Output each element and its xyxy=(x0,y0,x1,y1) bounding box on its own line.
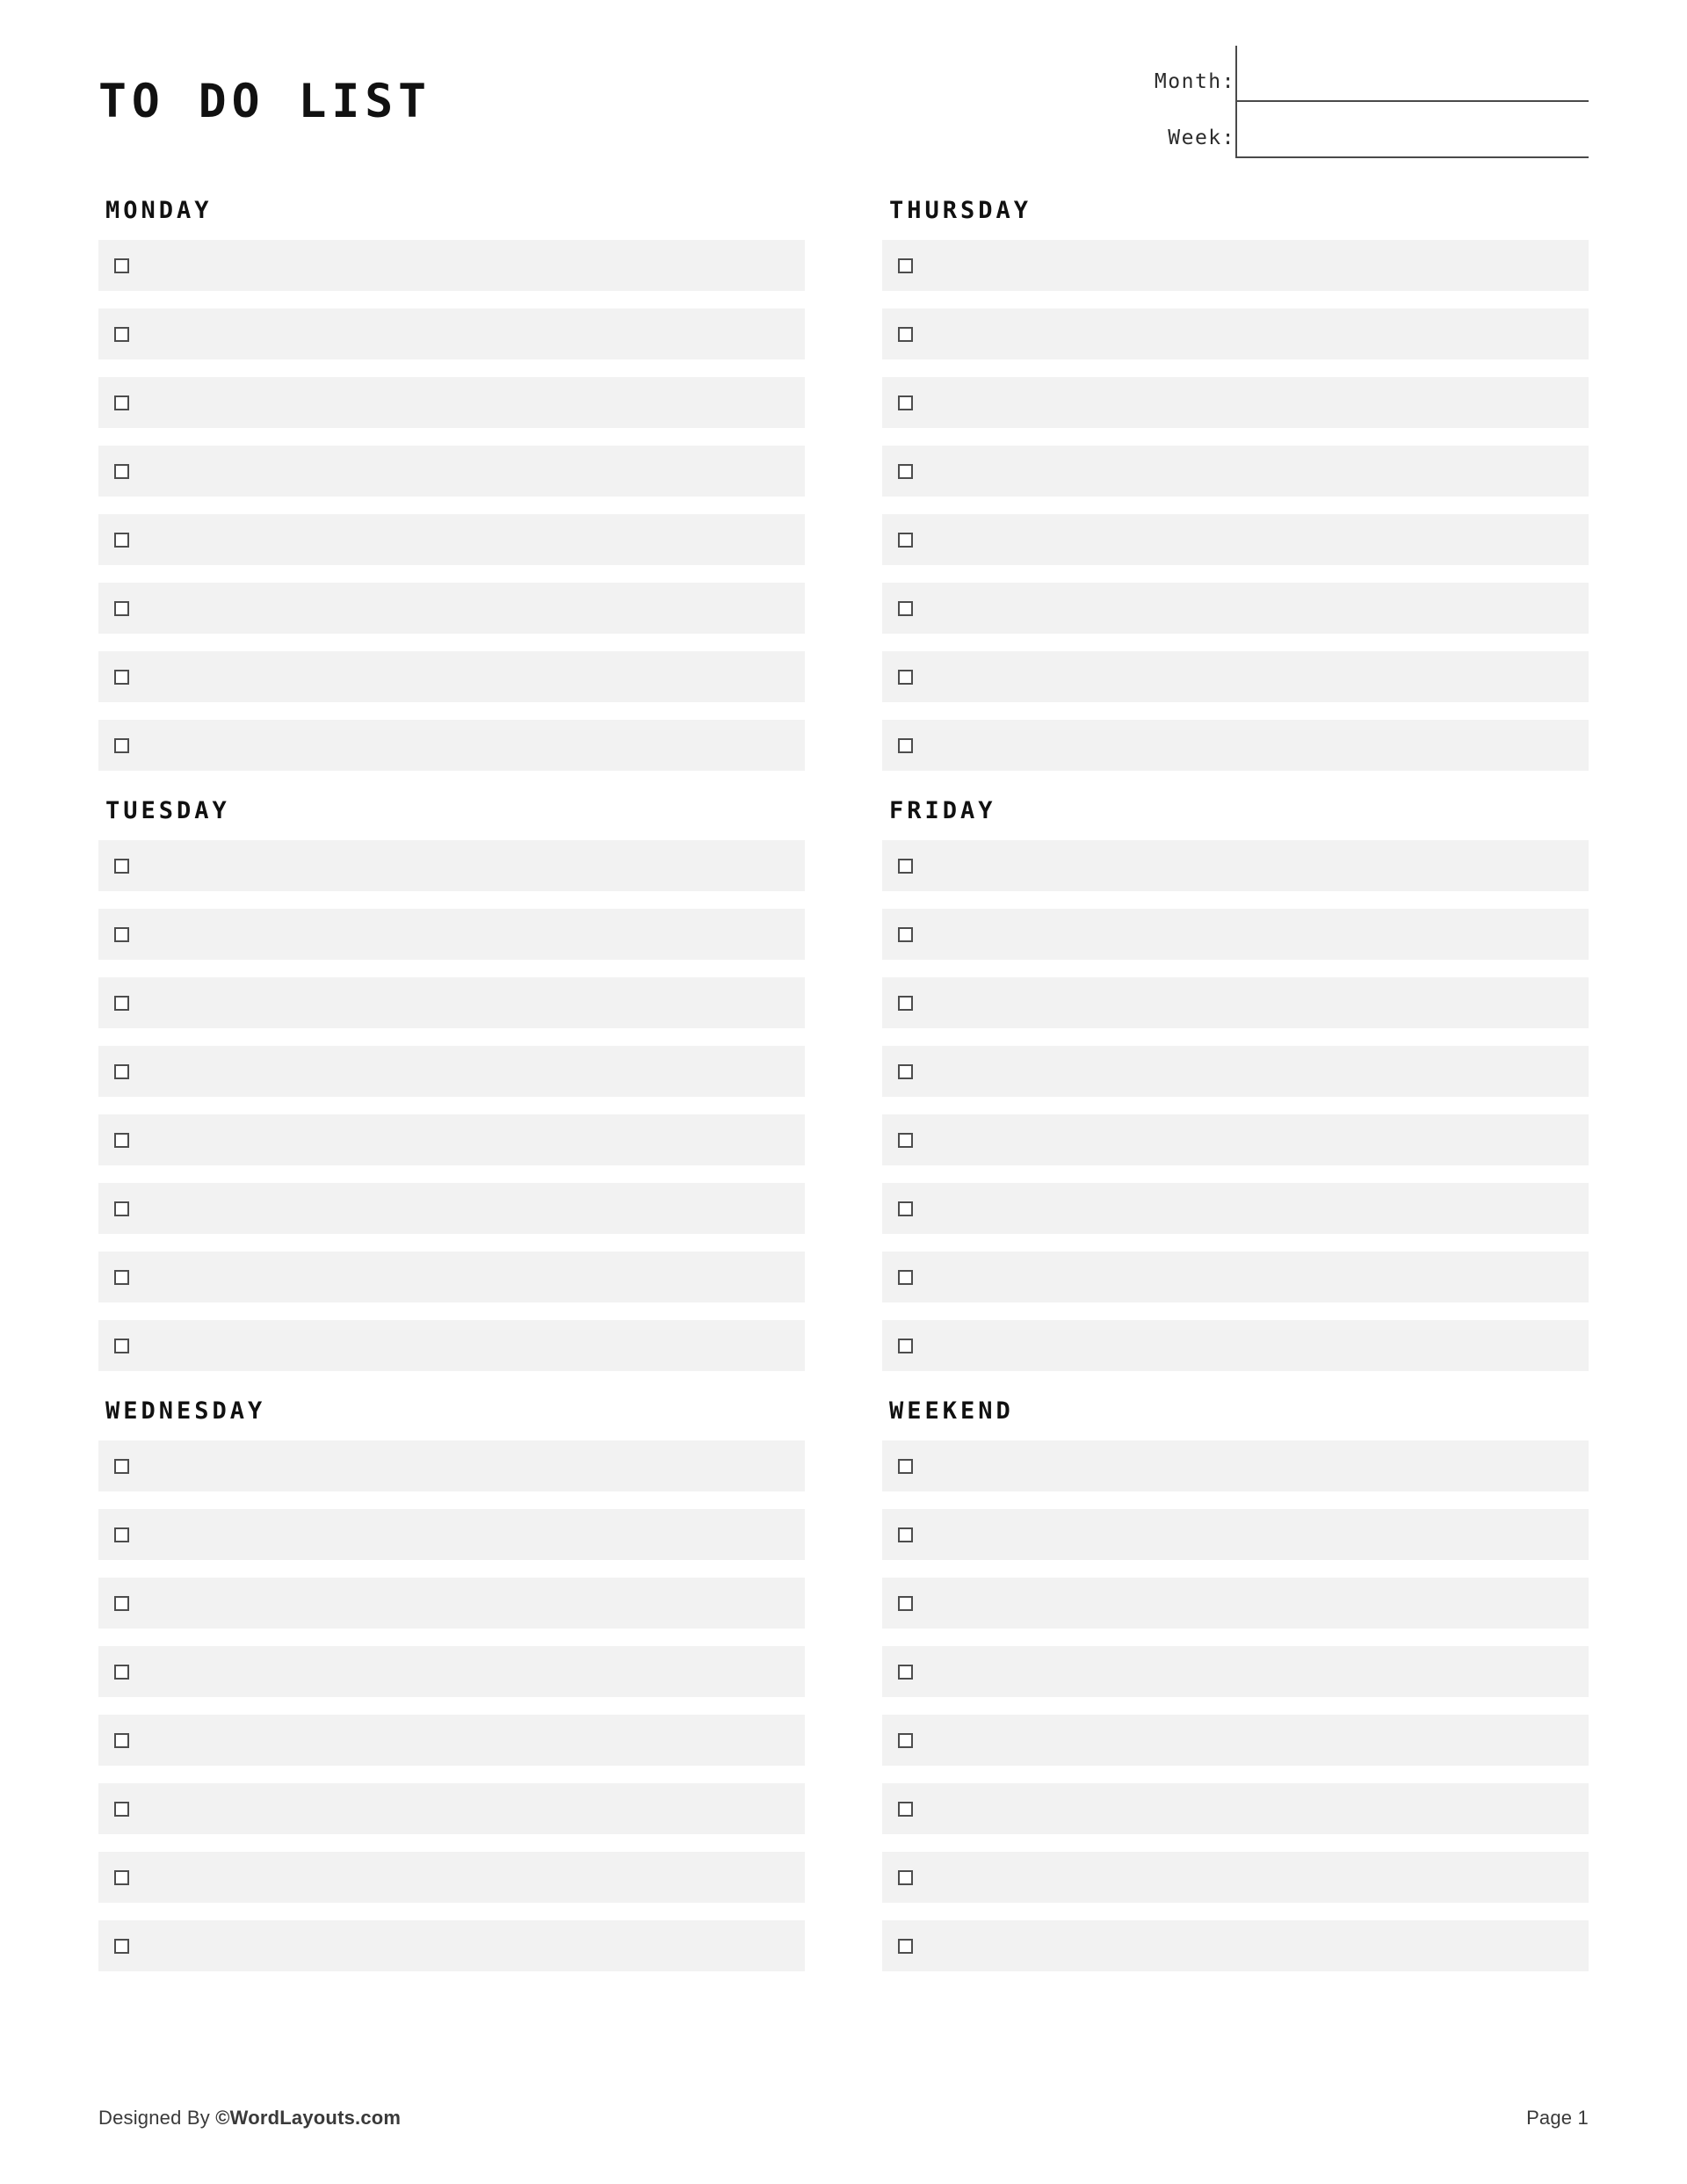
day-block-friday xyxy=(882,797,1589,1371)
checkbox-icon[interactable] xyxy=(898,1201,913,1216)
credit-prefix: Designed By xyxy=(98,2107,216,2129)
task-row[interactable] xyxy=(98,1646,805,1697)
task-row[interactable] xyxy=(882,1783,1589,1834)
checkbox-icon[interactable] xyxy=(898,927,913,942)
week-field-underline xyxy=(1235,156,1589,158)
task-row[interactable] xyxy=(882,1252,1589,1302)
page-footer xyxy=(98,2107,1589,2130)
task-row[interactable] xyxy=(882,1920,1589,1971)
checkbox-icon[interactable] xyxy=(114,1339,129,1353)
checkbox-icon[interactable] xyxy=(898,327,913,342)
task-row[interactable] xyxy=(882,583,1589,634)
checkbox-icon[interactable] xyxy=(898,1939,913,1954)
page-header xyxy=(98,46,1589,158)
task-row[interactable] xyxy=(98,1320,805,1371)
day-title-tuesday: TUESDAY xyxy=(105,797,230,824)
task-row[interactable] xyxy=(882,1440,1589,1491)
checkbox-icon[interactable] xyxy=(898,1064,913,1079)
task-row[interactable] xyxy=(98,909,805,960)
day-block-thursday xyxy=(882,197,1589,771)
task-row[interactable] xyxy=(98,583,805,634)
checkbox-icon[interactable] xyxy=(898,464,913,479)
task-row[interactable] xyxy=(98,840,805,891)
checkbox-icon[interactable] xyxy=(898,1596,913,1611)
task-row[interactable] xyxy=(98,1509,805,1560)
week-label: Week: xyxy=(1168,127,1235,149)
task-row[interactable] xyxy=(98,1852,805,1903)
task-row[interactable] xyxy=(882,1320,1589,1371)
task-row[interactable] xyxy=(882,651,1589,702)
task-row[interactable] xyxy=(98,1440,805,1491)
checkbox-icon[interactable] xyxy=(114,859,129,874)
checkbox-icon[interactable] xyxy=(114,1459,129,1474)
task-row[interactable] xyxy=(98,1114,805,1165)
checkbox-icon[interactable] xyxy=(114,927,129,942)
task-row[interactable] xyxy=(98,377,805,428)
checkbox-icon[interactable] xyxy=(898,738,913,753)
header-fields xyxy=(1123,46,1589,158)
checkbox-icon[interactable] xyxy=(114,1665,129,1680)
checkbox-icon[interactable] xyxy=(898,1665,913,1680)
task-row[interactable] xyxy=(98,651,805,702)
checkbox-icon[interactable] xyxy=(898,670,913,685)
checkbox-icon[interactable] xyxy=(114,1527,129,1542)
checkbox-icon[interactable] xyxy=(898,1459,913,1474)
task-row[interactable] xyxy=(98,720,805,771)
designer-credit xyxy=(98,2107,401,2130)
day-title-friday: FRIDAY xyxy=(889,797,996,824)
checkbox-icon[interactable] xyxy=(898,1733,913,1748)
task-row[interactable] xyxy=(98,1715,805,1766)
task-row[interactable] xyxy=(882,1183,1589,1234)
task-row[interactable] xyxy=(882,909,1589,960)
task-row[interactable] xyxy=(882,1509,1589,1560)
checkbox-icon[interactable] xyxy=(114,601,129,616)
task-row[interactable] xyxy=(882,1578,1589,1629)
task-row[interactable] xyxy=(98,1920,805,1971)
checkbox-icon[interactable] xyxy=(114,533,129,548)
checkbox-icon[interactable] xyxy=(898,996,913,1011)
day-columns xyxy=(98,197,1589,1971)
task-row[interactable] xyxy=(882,840,1589,891)
checkbox-icon[interactable] xyxy=(898,859,913,874)
day-block-tuesday xyxy=(98,797,805,1371)
day-title-monday: MONDAY xyxy=(105,197,213,224)
task-row[interactable] xyxy=(882,1646,1589,1697)
task-row[interactable] xyxy=(98,1783,805,1834)
checkbox-icon[interactable] xyxy=(114,258,129,273)
month-field-divider xyxy=(1235,46,1237,102)
checkbox-icon[interactable] xyxy=(114,1133,129,1148)
task-row[interactable] xyxy=(882,1046,1589,1097)
task-row[interactable] xyxy=(98,1578,805,1629)
task-row[interactable] xyxy=(882,377,1589,428)
checkbox-icon[interactable] xyxy=(898,1527,913,1542)
day-block-wednesday xyxy=(98,1397,805,1971)
checkbox-icon[interactable] xyxy=(114,1733,129,1748)
checkbox-icon[interactable] xyxy=(114,1596,129,1611)
day-title-weekend: WEEKEND xyxy=(889,1397,1014,1425)
month-field-row xyxy=(1123,46,1589,102)
task-row[interactable] xyxy=(882,1114,1589,1165)
day-block-weekend xyxy=(882,1397,1589,1971)
checkbox-icon[interactable] xyxy=(114,1064,129,1079)
day-block-monday xyxy=(98,197,805,771)
task-row[interactable] xyxy=(882,514,1589,565)
task-row[interactable] xyxy=(98,977,805,1028)
task-row[interactable] xyxy=(882,977,1589,1028)
checkbox-icon[interactable] xyxy=(898,258,913,273)
task-row[interactable] xyxy=(882,240,1589,291)
task-row[interactable] xyxy=(98,1183,805,1234)
task-row[interactable] xyxy=(882,720,1589,771)
task-row[interactable] xyxy=(98,240,805,291)
checkbox-icon[interactable] xyxy=(114,738,129,753)
checkbox-icon[interactable] xyxy=(898,1802,913,1817)
task-row[interactable] xyxy=(98,1046,805,1097)
checkbox-icon[interactable] xyxy=(898,1870,913,1885)
day-title-thursday: THURSDAY xyxy=(889,197,1032,224)
task-row[interactable] xyxy=(882,308,1589,359)
page-title: TO DO LIST xyxy=(98,75,432,128)
checkbox-icon[interactable] xyxy=(114,395,129,410)
checkbox-icon[interactable] xyxy=(114,1939,129,1954)
checkbox-icon[interactable] xyxy=(114,464,129,479)
day-title-wednesday: WEDNESDAY xyxy=(105,1397,266,1425)
task-row[interactable] xyxy=(98,446,805,497)
task-row[interactable] xyxy=(882,446,1589,497)
checkbox-icon[interactable] xyxy=(898,1270,913,1285)
week-field-divider xyxy=(1235,102,1237,158)
checkbox-icon[interactable] xyxy=(114,996,129,1011)
credit-brand: ©WordLayouts.com xyxy=(215,2107,402,2129)
task-row[interactable] xyxy=(98,514,805,565)
checkbox-icon[interactable] xyxy=(114,1802,129,1817)
checkbox-icon[interactable] xyxy=(898,533,913,548)
checkbox-icon[interactable] xyxy=(114,1870,129,1885)
checkbox-icon[interactable] xyxy=(114,327,129,342)
checkbox-icon[interactable] xyxy=(114,1201,129,1216)
task-row[interactable] xyxy=(882,1715,1589,1766)
checkbox-icon[interactable] xyxy=(898,601,913,616)
checkbox-icon[interactable] xyxy=(114,670,129,685)
column-left xyxy=(98,197,805,1971)
column-right xyxy=(882,197,1589,1971)
checkbox-icon[interactable] xyxy=(898,1339,913,1353)
checkbox-icon[interactable] xyxy=(898,395,913,410)
task-row[interactable] xyxy=(98,1252,805,1302)
checkbox-icon[interactable] xyxy=(898,1133,913,1148)
checkbox-icon[interactable] xyxy=(114,1270,129,1285)
week-field-row xyxy=(1123,102,1589,158)
page-number: Page 1 xyxy=(1526,2107,1589,2129)
month-label: Month: xyxy=(1154,70,1235,93)
task-row[interactable] xyxy=(882,1852,1589,1903)
task-row[interactable] xyxy=(98,308,805,359)
